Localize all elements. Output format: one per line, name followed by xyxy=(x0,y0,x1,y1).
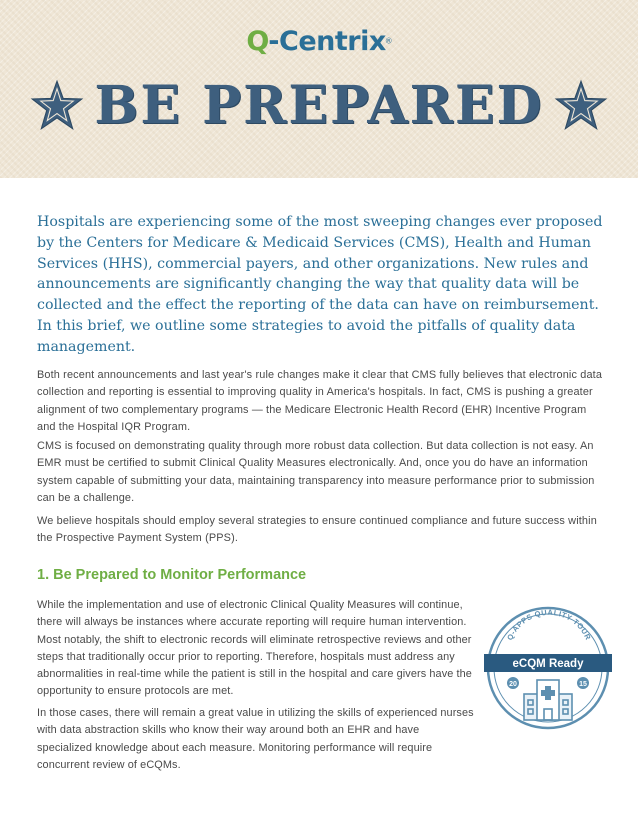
section-paragraph: While the implementation and use of electronic Clinical Quality Measures will continue, there will always be instances where accurate reporting will require human intervention. Most notably, the shift to electronic records will eliminate retrospective reviews and other steps that traditionally occur prior to reporting. Therefore, hospitals must address any abnormalities in real-time while the patient is still in the hospital and care givers have the opportunity to ensure protocols are met. xyxy=(37,599,472,698)
intro-paragraph: Hospitals are experiencing some of the most sweeping changes ever proposed by the Centers for Medicare & Medicaid Services (CMS), Health and Human Services (HHS), commercial payers, and other organizations. New rules and announcements are significantly changing the way that quality data will be collected and the effect the reporting of the data can have on reimbursement. In this brief, we outline some strategies to avoid the pitfalls of quality data management. xyxy=(37,214,603,355)
registered-mark: ® xyxy=(385,36,392,46)
ecqm-ready-badge xyxy=(484,596,612,738)
body-paragraph: We believe hospitals should employ several strategies to ensure continued compliance and future success within the Prospective Payment System (PPS). xyxy=(37,515,597,545)
star-icon xyxy=(554,79,608,133)
page-title: BE PREPARED xyxy=(94,75,544,136)
badge-arc-text: Q-APPS QUALITY TOUR xyxy=(505,607,593,642)
section-paragraph: In those cases, there will remain a great value in utilizing the skills of experienced nurses with data abstraction skills who know their way around both an EHR and have specialized knowledge about each measure. Monitoring performance will require concurrent review of eCQMs. xyxy=(37,707,474,771)
section-heading: 1. Be Prepared to Monitor Performance xyxy=(37,567,307,583)
logo-text: -Centrix xyxy=(268,26,386,57)
body-paragraph: CMS is focused on demonstrating quality through more robust data collection. But data collection is not easy. An EMR must be certified to submit Clinical Quality Measures electronically. And, once you do have an information system capable of submitting your data, maintaining transparency into measure performance prior to submission can be a challenge. xyxy=(37,440,595,504)
title-row xyxy=(0,76,638,142)
qcentrix-logo xyxy=(0,26,638,60)
star-icon xyxy=(30,79,84,133)
badge-year-right: 15 xyxy=(579,681,587,688)
logo-q: Q xyxy=(246,26,269,57)
header-banner xyxy=(0,0,638,178)
badge-year-left: 20 xyxy=(509,681,517,688)
body-paragraph: Both recent announcements and last year's rule changes make it clear that CMS fully believes that electronic data collection and reporting is essential to improving quality in America's hospitals. In fact, CMS is pushing a greater alignment of two complementary programs — the Medicare Electronic Health Record (EHR) Incentive Program and the Hospital IQR Program. xyxy=(37,369,603,433)
badge-ribbon-text: eCQM Ready xyxy=(512,658,584,670)
